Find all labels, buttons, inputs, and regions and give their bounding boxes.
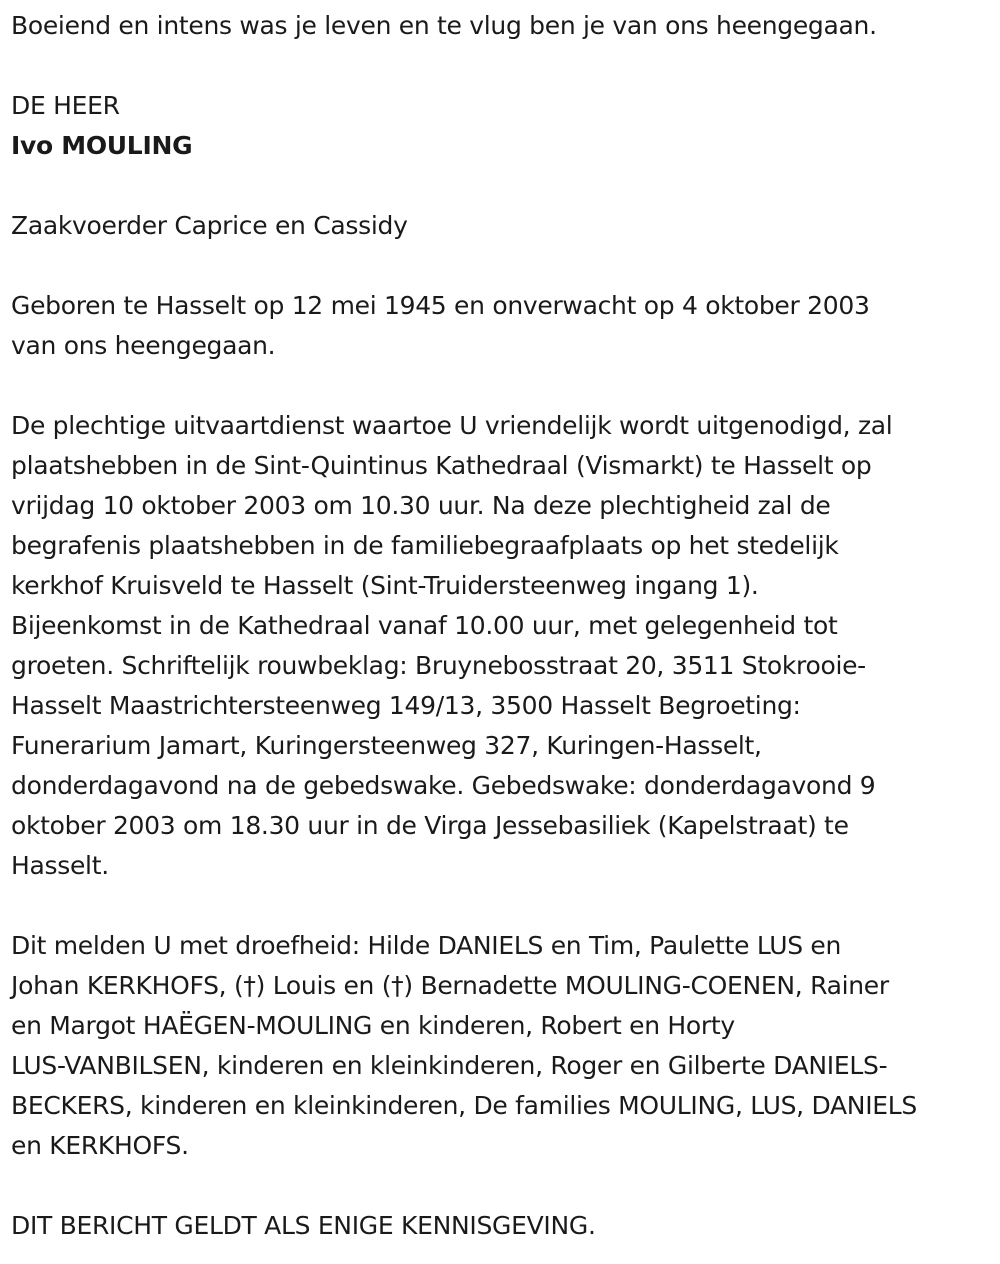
text-line: begrafenis plaatshebben in de familiebegraafplaats op het stedelijk: [11, 531, 839, 560]
occupation: Zaakvoerder Caprice en Cassidy: [11, 211, 408, 240]
spacer: [11, 246, 986, 286]
text-line: Dit melden U met droefheid: Hilde DANIELS en Tim, Paulette LUS en: [11, 931, 842, 960]
text-line: kerkhof Kruisveld te Hasselt (Sint-Truidersteenweg ingang 1).: [11, 571, 759, 600]
text-line: Johan KERKHOFS, (†) Louis en (†) Bernadette MOULING-COENEN, Rainer: [11, 971, 889, 1000]
spacer: [11, 366, 986, 406]
opening-line: Boeiend en intens was je leven en te vlug ben je van ons heengegaan.: [11, 11, 877, 40]
text-line: groeten. Schriftelijk rouwbeklag: Bruynebosstraat 20, 3511 Stokrooie-: [11, 651, 866, 680]
text-line: vrijdag 10 oktober 2003 om 10.30 uur. Na deze plechtigheid zal de: [11, 491, 831, 520]
text-line: van ons heengegaan.: [11, 331, 276, 360]
obituary-notice: [11, 6, 986, 1246]
text-line: donderdagavond na de gebedswake. Gebedswake: donderdagavond 9: [11, 771, 876, 800]
text-line: Geboren te Hasselt op 12 mei 1945 en onverwacht op 4 oktober 2003: [11, 291, 870, 320]
text-line: Hasselt Maastrichtersteenweg 149/13, 3500 Hasselt Begroeting:: [11, 691, 801, 720]
family-paragraph: [11, 926, 986, 1166]
text-line: Hasselt.: [11, 851, 109, 880]
deceased-name: Ivo MOULING: [11, 131, 193, 160]
birth-death-paragraph: [11, 286, 986, 366]
text-line: oktober 2003 om 18.30 uur in de Virga Jessebasiliek (Kapelstraat) te: [11, 811, 849, 840]
text-line: De plechtige uitvaartdienst waartoe U vriendelijk wordt uitgenodigd, zal: [11, 411, 893, 440]
text-line: en Margot HAËGEN-MOULING en kinderen, Robert en Horty: [11, 1011, 735, 1040]
text-line: Funerarium Jamart, Kuringersteenweg 327, Kuringen-Hasselt,: [11, 731, 762, 760]
spacer: [11, 166, 986, 206]
closing-line: DIT BERICHT GELDT ALS ENIGE KENNISGEVING.: [11, 1211, 596, 1240]
text-line: en KERKHOFS.: [11, 1131, 189, 1160]
text-line: LUS-VANBILSEN, kinderen en kleinkinderen, Roger en Gilberte DANIELS-: [11, 1051, 888, 1080]
spacer: [11, 886, 986, 926]
text-line: plaatshebben in de Sint-Quintinus Kathedraal (Vismarkt) te Hasselt op: [11, 451, 872, 480]
honorific: DE HEER: [11, 91, 120, 120]
service-details-paragraph: [11, 406, 986, 886]
spacer: [11, 1166, 986, 1206]
text-line: Bijeenkomst in de Kathedraal vanaf 10.00 uur, met gelegenheid tot: [11, 611, 838, 640]
spacer: [11, 46, 986, 86]
text-line: BECKERS, kinderen en kleinkinderen, De families MOULING, LUS, DANIELS: [11, 1091, 917, 1120]
